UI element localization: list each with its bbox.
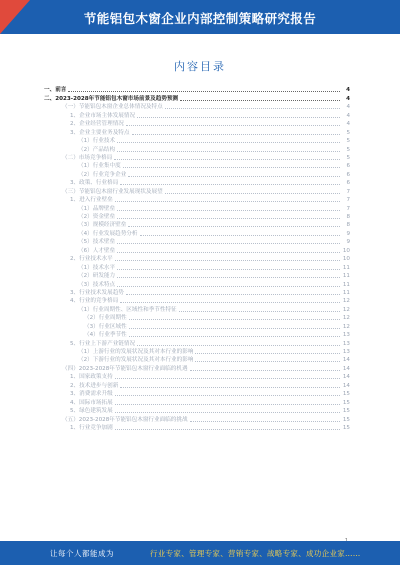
toc-entry-label: （2）行业周期性 xyxy=(84,315,127,322)
toc-entry-label: （2）产品结构 xyxy=(78,146,116,153)
toc-leader-dots xyxy=(179,311,340,312)
toc-leader-dots xyxy=(117,269,340,270)
toc-leader-dots xyxy=(117,243,340,244)
toc-entry-label: 1、企业市场主体发展情况 xyxy=(70,112,136,119)
toc-entry-label: （1）技术水平 xyxy=(78,264,116,271)
toc-entry-page: 14 xyxy=(342,365,350,372)
toc-entry[interactable] xyxy=(44,162,350,170)
toc-entry[interactable] xyxy=(44,179,350,187)
toc-entry[interactable] xyxy=(44,339,350,347)
footer-roles: 行业专家、管理专家、营销专家、战略专家、成功企业家…… xyxy=(150,549,361,558)
toc-leader-dots xyxy=(190,421,340,422)
toc-entry-label: 3、政策、行业格局 xyxy=(70,180,119,187)
toc-entry[interactable] xyxy=(44,137,350,145)
toc-entry[interactable] xyxy=(44,145,350,153)
toc-entry-label: （一）节能铝包木窗企业总体情况及特点 xyxy=(62,104,163,111)
toc-leader-dots xyxy=(137,345,340,346)
toc-leader-dots xyxy=(115,412,340,413)
toc-entry[interactable] xyxy=(44,424,350,432)
toc-leader-dots xyxy=(117,218,340,219)
toc-entry-page: 5 xyxy=(346,129,350,136)
toc-entry-label: （四）2023-2028年节能铝包木窗行业面临的机遇 xyxy=(62,365,188,372)
toc-entry-page: 10 xyxy=(342,256,350,263)
toc-leader-dots xyxy=(115,404,340,405)
toc-entry-page: 11 xyxy=(342,289,350,296)
toc-leader-dots xyxy=(115,429,340,430)
table-of-contents xyxy=(44,86,350,432)
toc-entry-label: （5）技术壁垒 xyxy=(78,239,116,246)
toc-entry-page: 8 xyxy=(346,214,350,220)
toc-entry-label: （2）行业竞争企业 xyxy=(78,171,127,178)
toc-entry-page: 14 xyxy=(342,382,350,389)
toc-entry[interactable] xyxy=(44,373,350,381)
toc-entry[interactable] xyxy=(44,331,350,339)
toc-entry[interactable] xyxy=(44,255,350,263)
toc-leader-dots xyxy=(195,353,340,354)
toc-entry-label: 2、技术进步与创新 xyxy=(70,382,119,389)
toc-leader-dots xyxy=(117,210,340,211)
toc-entry-label: （6）人才壁垒 xyxy=(78,247,116,254)
toc-entry-page: 11 xyxy=(342,264,350,271)
toc-entry-page: 11 xyxy=(342,273,350,280)
toc-entry-page: 10 xyxy=(342,247,350,254)
toc-entry-page: 8 xyxy=(346,222,350,229)
toc-entry[interactable] xyxy=(44,348,350,356)
toc-entry-label: （二）市场竞争格局 xyxy=(62,154,113,161)
toc-entry[interactable] xyxy=(44,297,350,305)
toc-entry-page: 6 xyxy=(346,180,350,187)
toc-entry-page: 13 xyxy=(342,340,350,347)
toc-leader-dots xyxy=(195,361,340,362)
footer-slogan: 让每个人都能成为 xyxy=(50,549,114,558)
toc-entry[interactable] xyxy=(44,86,350,94)
toc-leader-dots xyxy=(115,260,340,261)
toc-entry[interactable] xyxy=(44,154,350,162)
toc-entry-page: 15 xyxy=(342,424,350,431)
toc-entry[interactable] xyxy=(44,103,350,111)
toc-entry[interactable] xyxy=(44,128,350,136)
toc-leader-dots xyxy=(115,201,340,202)
toc-leader-dots xyxy=(117,142,340,143)
toc-entry[interactable] xyxy=(44,263,350,271)
toc-entry[interactable] xyxy=(44,272,350,280)
toc-entry-label: 1、进入行业壁垒 xyxy=(70,197,113,204)
toc-entry[interactable] xyxy=(44,204,350,212)
toc-entry-label: （1）品牌壁垒 xyxy=(78,205,116,212)
toc-entry[interactable] xyxy=(44,407,350,415)
toc-leader-dots xyxy=(129,336,340,337)
toc-leader-dots xyxy=(115,378,340,379)
toc-leader-dots xyxy=(117,277,340,278)
toc-entry-page: 15 xyxy=(342,391,350,398)
toc-entry[interactable] xyxy=(44,356,350,364)
toc-entry[interactable] xyxy=(44,229,350,237)
toc-entry-label: 3、企业主要业务及特点 xyxy=(70,129,130,136)
toc-entry-label: （4）行业季节性 xyxy=(84,332,127,339)
report-title: 节能铝包木窗企业内部控制策略研究报告 xyxy=(83,11,317,26)
toc-entry[interactable] xyxy=(44,120,350,128)
toc-entry-label: （三）节能铝包木窗行业发展现状及展望 xyxy=(62,188,163,195)
toc-entry-page: 11 xyxy=(342,281,350,288)
toc-entry-label: 二、2023-2028年节能铝包木窗市场前景及趋势预测 xyxy=(44,95,179,102)
toc-entry[interactable] xyxy=(44,305,350,313)
toc-entry[interactable] xyxy=(44,111,350,119)
toc-entry[interactable] xyxy=(44,322,350,330)
toc-entry-label: 2、行业技术水平 xyxy=(70,256,113,263)
toc-entry-page: 4 xyxy=(346,121,350,128)
toc-entry-label: 5、行业上下游产业链情况 xyxy=(70,340,136,347)
toc-entry-label: （1）行业技术 xyxy=(78,138,116,145)
toc-entry[interactable] xyxy=(44,213,350,221)
toc-entry-label: 1、行业竞争加剧 xyxy=(70,424,113,431)
toc-entry-label: （1）行业集中度 xyxy=(78,163,121,170)
toc-leader-dots xyxy=(190,370,340,371)
toc-entry[interactable] xyxy=(44,390,350,398)
toc-entry-label: （2）研发能力 xyxy=(78,273,116,280)
toc-entry-label: （3）行业区域性 xyxy=(84,323,127,330)
toc-entry[interactable] xyxy=(44,221,350,229)
toc-entry[interactable] xyxy=(44,94,350,102)
toc-entry-page: 15 xyxy=(342,399,350,406)
toc-entry[interactable] xyxy=(44,314,350,322)
page-header xyxy=(0,0,400,34)
toc-entry-label: 5、绿色建筑发展 xyxy=(70,408,113,415)
toc-entry-label: （3）规模经济壁垒 xyxy=(78,222,127,229)
toc-entry-page: 5 xyxy=(346,146,350,153)
toc-leader-dots xyxy=(114,159,340,160)
toc-entry-page: 4 xyxy=(346,112,350,119)
toc-entry-label: （2）下游行业的发展状况及其对本行业的影响 xyxy=(78,357,194,364)
toc-leader-dots xyxy=(120,302,340,303)
toc-leader-dots xyxy=(115,395,340,396)
toc-leader-dots xyxy=(126,294,340,295)
toc-entry[interactable] xyxy=(44,170,350,178)
toc-leader-dots xyxy=(180,100,340,101)
toc-leader-dots xyxy=(117,151,340,152)
toc-title: 内容目录 xyxy=(174,60,226,73)
toc-entry-page: 9 xyxy=(346,230,350,237)
toc-entry-label: 2、企业经营管理情况 xyxy=(70,121,124,128)
toc-entry-page: 7 xyxy=(346,188,350,195)
toc-entry-page: 4 xyxy=(346,95,350,102)
toc-entry[interactable] xyxy=(44,246,350,254)
page-footer xyxy=(0,541,400,565)
toc-entry[interactable] xyxy=(44,415,350,423)
toc-leader-dots xyxy=(117,286,340,287)
toc-entry[interactable] xyxy=(44,381,350,389)
toc-leader-dots xyxy=(123,167,340,168)
toc-entry-label: （1）行业周期性、区域性和季节性特征 xyxy=(78,306,177,313)
toc-entry-label: （1）上游行业的发展状况及其对本行业的影响 xyxy=(78,349,194,355)
toc-entry-page: 12 xyxy=(342,323,350,330)
toc-entry[interactable] xyxy=(44,196,350,204)
toc-leader-dots xyxy=(128,176,340,177)
toc-entry[interactable] xyxy=(44,187,350,195)
toc-leader-dots xyxy=(68,91,340,92)
toc-entry-page: 13 xyxy=(342,349,350,355)
toc-entry-label: （3）技术特点 xyxy=(78,281,116,288)
toc-leader-dots xyxy=(132,134,341,135)
toc-entry-label: 4、国际市场拓展 xyxy=(70,399,113,406)
toc-entry-page: 5 xyxy=(346,138,350,145)
toc-entry-page: 9 xyxy=(346,239,350,246)
toc-leader-dots xyxy=(120,184,340,185)
toc-entry[interactable] xyxy=(44,280,350,288)
toc-entry[interactable] xyxy=(44,238,350,246)
toc-entry[interactable] xyxy=(44,289,350,297)
toc-leader-dots xyxy=(165,108,340,109)
toc-leader-dots xyxy=(120,387,340,388)
toc-entry-page: 7 xyxy=(346,197,350,204)
toc-leader-dots xyxy=(128,226,340,227)
toc-entry-page: 5 xyxy=(346,154,350,161)
toc-entry-page: 6 xyxy=(346,171,350,178)
toc-leader-dots xyxy=(165,193,340,194)
toc-entry-page: 12 xyxy=(342,298,350,305)
toc-entry[interactable] xyxy=(44,364,350,372)
toc-entry-page: 7 xyxy=(346,205,350,212)
toc-entry-label: 3、消费需求升级 xyxy=(70,391,113,398)
toc-entry-page: 12 xyxy=(342,315,350,322)
toc-leader-dots xyxy=(137,117,340,118)
toc-leader-dots xyxy=(126,125,340,126)
toc-leader-dots xyxy=(117,252,340,253)
toc-entry-label: 一、前言 xyxy=(44,87,67,94)
toc-entry-page: 15 xyxy=(342,408,350,415)
toc-leader-dots xyxy=(129,319,340,320)
toc-entry-page: 14 xyxy=(342,374,350,381)
toc-entry-label: （4）行业发展趋势分析 xyxy=(78,230,138,237)
toc-entry-page: 14 xyxy=(342,357,350,364)
toc-entry[interactable] xyxy=(44,398,350,406)
toc-entry-label: 1、国家政策支持 xyxy=(70,374,113,381)
toc-leader-dots xyxy=(129,328,340,329)
toc-entry-page: 6 xyxy=(346,163,350,170)
toc-entry-page: 13 xyxy=(342,332,350,339)
toc-entry-page: 4 xyxy=(346,87,350,94)
toc-entry-label: （五）2023-2028年节能铝包木窗行业面临的挑战 xyxy=(62,416,188,423)
toc-entry-label: 3、行业技术发展趋势 xyxy=(70,289,124,296)
toc-entry-page: 15 xyxy=(342,416,350,423)
toc-entry-page: 12 xyxy=(342,306,350,313)
toc-entry-page: 4 xyxy=(346,104,350,111)
toc-entry-label: 4、行业的竞争格局 xyxy=(70,298,119,305)
toc-leader-dots xyxy=(140,235,341,236)
toc-entry-label: （2）资金壁垒 xyxy=(78,214,116,220)
